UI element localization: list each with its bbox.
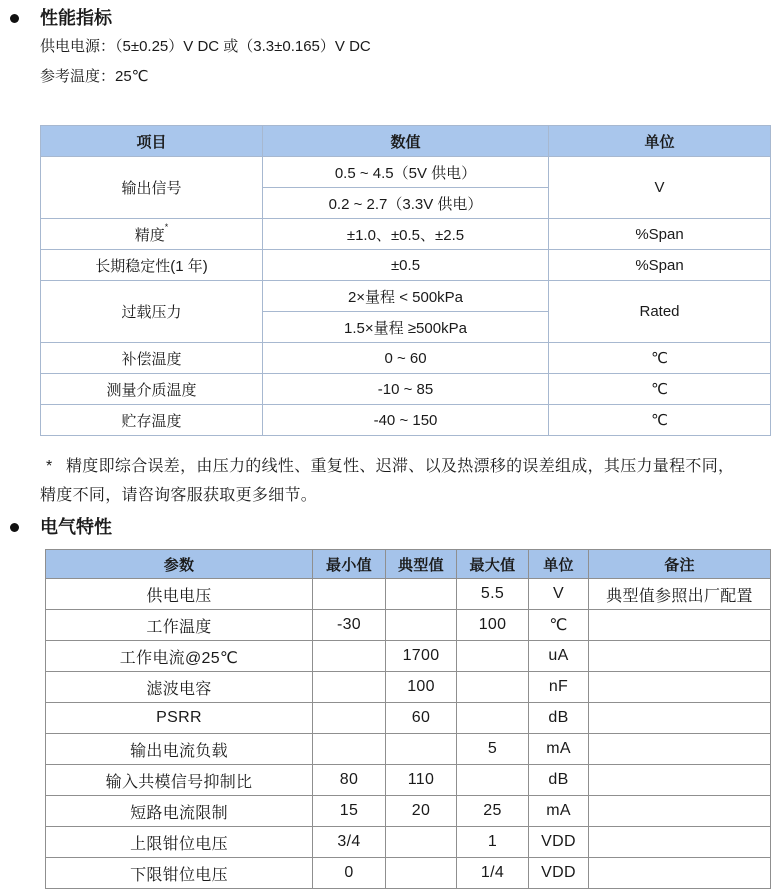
cell-typ [386, 734, 457, 765]
table-header-row [41, 126, 771, 157]
cell-value: 2×量程 < 500kPa [263, 281, 549, 312]
table-row [46, 672, 771, 703]
cell-min: 80 [313, 765, 386, 796]
cell-item: 长期稳定性(1 年) [41, 250, 263, 281]
footnote-line-2: 精度不同，请咨询客服获取更多细节。 [40, 487, 318, 504]
cell-min: 0 [313, 858, 386, 889]
cell-param: 输出电流负载 [46, 734, 313, 765]
cell-item [41, 219, 263, 250]
section-title: 电气特性 [40, 517, 112, 537]
cell-param: 短路电流限制 [46, 796, 313, 827]
table-header-row [46, 550, 771, 579]
cell-max [457, 703, 529, 734]
cell-unit: ℃ [529, 610, 589, 641]
cell-typ: 60 [386, 703, 457, 734]
cell-param: 滤波电容 [46, 672, 313, 703]
cell-param: 下限钳位电压 [46, 858, 313, 889]
cell-unit: V [529, 579, 589, 610]
footnote-line-1 [40, 457, 734, 477]
cell-unit: uA [529, 641, 589, 672]
table-row [46, 858, 771, 889]
cell-typ [386, 858, 457, 889]
cell-value: -10 ~ 85 [263, 374, 549, 405]
cell-value: ±0.5 [263, 250, 549, 281]
cell-unit: V [549, 157, 771, 219]
cell-min [313, 703, 386, 734]
table-row [46, 703, 771, 734]
cell-value: 0.5 ~ 4.5（5V 供电） [263, 157, 549, 188]
cell-unit: mA [529, 734, 589, 765]
header-item: 项目 [41, 126, 263, 157]
cell-note [589, 641, 771, 672]
cell-min: 3/4 [313, 827, 386, 858]
cell-unit: ℃ [549, 405, 771, 436]
cell-item: 测量介质温度 [41, 374, 263, 405]
cell-typ [386, 827, 457, 858]
cell-typ [386, 610, 457, 641]
electrical-heading [0, 516, 300, 538]
electrical-table [45, 549, 771, 889]
cell-min [313, 672, 386, 703]
cell-param: 输入共模信号抑制比 [46, 765, 313, 796]
cell-typ: 100 [386, 672, 457, 703]
cell-max: 5 [457, 734, 529, 765]
header-min: 最小值 [313, 550, 386, 579]
cell-max [457, 765, 529, 796]
cell-unit: ℃ [549, 343, 771, 374]
cell-unit: nF [529, 672, 589, 703]
header-unit: 单位 [549, 126, 771, 157]
cell-param: 工作电流@25℃ [46, 641, 313, 672]
cell-min: 15 [313, 796, 386, 827]
item-label: 精度 [134, 226, 165, 244]
cell-unit: dB [529, 765, 589, 796]
performance-heading [0, 7, 300, 29]
table-row [46, 610, 771, 641]
cell-note [589, 703, 771, 734]
cell-note: 典型值参照出厂配置 [589, 579, 771, 610]
cell-value: -40 ~ 150 [263, 405, 549, 436]
cell-min [313, 734, 386, 765]
table-row [46, 641, 771, 672]
cell-unit: mA [529, 796, 589, 827]
cell-unit: VDD [529, 827, 589, 858]
table-row [46, 827, 771, 858]
cell-param: 供电电压 [46, 579, 313, 610]
cell-max: 100 [457, 610, 529, 641]
cell-value: 0.2 ~ 2.7（3.3V 供电） [263, 188, 549, 219]
cell-note [589, 796, 771, 827]
table-row [46, 734, 771, 765]
cell-min [313, 641, 386, 672]
cell-typ: 110 [386, 765, 457, 796]
cell-unit: %Span [549, 250, 771, 281]
footnote-mark: * [46, 458, 53, 475]
table-row [46, 765, 771, 796]
footnote-mark: * [164, 221, 169, 232]
header-unit: 单位 [529, 550, 589, 579]
header-typ: 典型值 [386, 550, 457, 579]
cell-item: 过载压力 [41, 281, 263, 343]
cell-max: 25 [457, 796, 529, 827]
table-row [41, 157, 771, 188]
cell-min [313, 579, 386, 610]
cell-value: ±1.0、±0.5、±2.5 [263, 219, 549, 250]
cell-note [589, 734, 771, 765]
cell-value: 1.5×量程 ≥500kPa [263, 312, 549, 343]
cell-unit: dB [529, 703, 589, 734]
table-row [41, 405, 771, 436]
table-row [41, 374, 771, 405]
table-row [46, 796, 771, 827]
cell-max: 1 [457, 827, 529, 858]
table-row [41, 250, 771, 281]
bullet-icon [10, 523, 19, 532]
ref-temp-line: 参考温度：25℃ [40, 68, 149, 85]
header-value: 数值 [263, 126, 549, 157]
cell-param: 工作温度 [46, 610, 313, 641]
cell-note [589, 858, 771, 889]
cell-unit: Rated [549, 281, 771, 343]
performance-table [40, 125, 771, 436]
cell-param: 上限钳位电压 [46, 827, 313, 858]
table-row [41, 281, 771, 312]
cell-typ [386, 579, 457, 610]
cell-note [589, 765, 771, 796]
section-title: 性能指标 [40, 8, 112, 28]
cell-param: PSRR [46, 703, 313, 734]
cell-note [589, 610, 771, 641]
cell-item: 贮存温度 [41, 405, 263, 436]
cell-max: 1/4 [457, 858, 529, 889]
cell-max: 5.5 [457, 579, 529, 610]
supply-line: 供电电源：（5±0.25）V DC 或（3.3±0.165）V DC [40, 38, 371, 55]
cell-value: 0 ~ 60 [263, 343, 549, 374]
cell-note [589, 827, 771, 858]
cell-min: -30 [313, 610, 386, 641]
cell-typ: 1700 [386, 641, 457, 672]
cell-item: 输出信号 [41, 157, 263, 219]
header-param: 参数 [46, 550, 313, 579]
table-row [46, 579, 771, 610]
cell-typ: 20 [386, 796, 457, 827]
cell-unit: VDD [529, 858, 589, 889]
table-row [41, 219, 771, 250]
footnote-text: 精度即综合误差，由压力的线性、重复性、迟滞、以及热漂移的误差组成，其压力量程不同， [66, 458, 735, 475]
cell-unit: ℃ [549, 374, 771, 405]
cell-item: 补偿温度 [41, 343, 263, 374]
cell-max [457, 641, 529, 672]
bullet-icon [10, 14, 19, 23]
cell-unit: %Span [549, 219, 771, 250]
header-note: 备注 [589, 550, 771, 579]
table-row [41, 343, 771, 374]
cell-max [457, 672, 529, 703]
cell-note [589, 672, 771, 703]
header-max: 最大值 [457, 550, 529, 579]
